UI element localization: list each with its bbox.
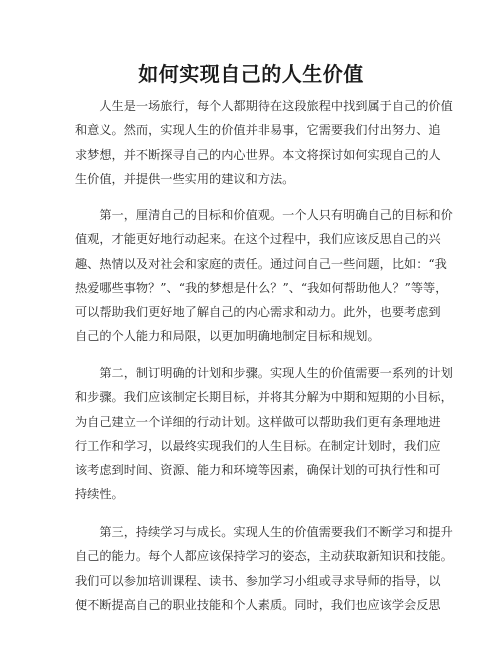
paragraph-line: 人生是一场旅行，每个人都期待在这段旅程中找到属于自己的价值: [75, 99, 453, 113]
paragraph-line: 该考虑到时间、资源、能力和环境等因素，确保计划的可执行性和可: [75, 463, 441, 478]
paragraph-line: 自己的能力。每个人都应该保持学习的姿态，主动获取新知识和技能。: [75, 549, 453, 564]
paragraph-intro: [75, 94, 453, 191]
paragraph-line: 便不断提高自己的职业技能和个人素质。同时，我们也应该学会反思: [75, 597, 441, 612]
paragraph-line: 趣、热情以及对社会和家庭的责任。通过问自己一些问题，比如：“我: [75, 256, 447, 271]
paragraph-line: 和意义。然而，实现人生的价值并非易事，它需要我们付出努力、追: [75, 123, 441, 138]
paragraph-line: 我们可以参加培训课程、读书、参加学习小组或寻求导师的指导，以: [75, 573, 441, 588]
paragraph-first: [75, 203, 453, 349]
paragraph-line: 第三，持续学习与成长。实现人生的价值需要我们不断学习和提升: [75, 525, 453, 539]
paragraph-line: 为自己建立一个详细的行动计划。这样做可以帮助我们更有条理地进: [75, 414, 441, 429]
paragraph-second: [75, 361, 453, 507]
paragraph-line: 自己的个人能力和局限，以更加明确地制定目标和规划。: [75, 329, 380, 344]
paragraph-line: 热爱哪些事物？”、“我的梦想是什么？”、“我如何帮助他人？”等等，: [75, 280, 448, 295]
paragraph-line: 行工作和学习，以最终实现我们的人生目标。在制定计划时，我们应: [75, 438, 441, 453]
paragraph-line: 生价值，并提供一些实用的建议和方法。: [75, 171, 295, 186]
paragraph-line: 第二，制订明确的计划和步骤。实现人生的价值需要一系列的计划: [75, 366, 453, 380]
paragraph-line: 求梦想，并不断探寻自己的内心世界。本文将探讨如何实现自己的人: [75, 147, 441, 162]
paragraph-line: 可以帮助我们更好地了解自己的内心需求和动力。此外，也要考虑到: [75, 305, 441, 320]
paragraph-line: 第一，厘清自己的目标和价值观。一个人只有明确自己的目标和价: [75, 208, 453, 222]
document-title: 如何实现自己的人生价值: [138, 62, 364, 86]
paragraph-line: 值观，才能更好地行动起来。在这个过程中，我们应该反思自己的兴: [75, 232, 441, 247]
paragraph-line: 和步骤。我们应该制定长期目标，并将其分解为中期和短期的小目标，: [75, 390, 453, 405]
paragraph-line: 持续性。: [75, 487, 124, 502]
paragraph-third: [75, 520, 453, 617]
